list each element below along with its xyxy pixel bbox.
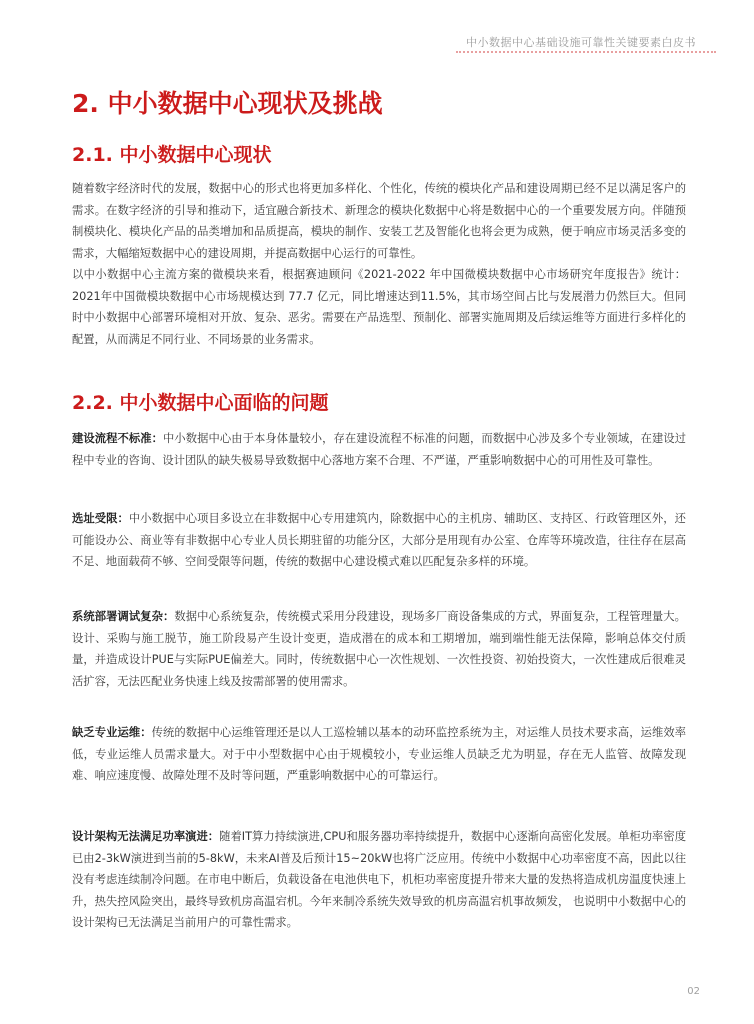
issue-lead: 建设流程不标准： [72, 432, 163, 445]
header-title: 中小数据中心基础设施可靠性关键要素白皮书 [466, 36, 696, 49]
section-title: 2. 中小数据中心现状及挑战 [72, 89, 383, 118]
subsection-title-status: 2.1. 中小数据中心现状 [72, 144, 272, 166]
header-rule [456, 51, 716, 53]
page-number: 02 [687, 986, 700, 997]
issue-text: 随着IT算力持续演进,CPU和服务器功率持续提升，数据中心逐渐向高密化发展。单柜功率密度已由2-3kW演进到当前的5-8kW，未来AI普及后预计15~20kW也将广泛应用。传统中小数据中心功率密度不高，因此以往没有考虑连续制冷问题。在市电中断后，负载设备在电池供电下，机柜功率密度提升带来大量的发热将造成机房温度快速上升，热失控风险突出，最终导致机房高温宕机。今年来制冷系统失效导致的机房高温宕机事故频发， 也说明中小数据中心的设计架构已无法满足当前用户的可靠性需求。 [72, 830, 686, 929]
issue-lead: 选址受限： [72, 512, 129, 525]
issue-paragraph [72, 826, 686, 934]
issue-paragraph [72, 508, 686, 573]
issue-paragraph [72, 606, 686, 692]
issue-text: 传统的数据中心运维管理还是以人工巡检辅以基本的动环监控系统为主，对运维人员技术要求高，运维效率低，专业运维人员需求量大。对于中小型数据中心由于规模较小，专业运维人员缺乏尤为明显，存在无人监管、故障发现难、响应速度慢、故障处理不及时等问题，严重影响数据中心的可靠运行。 [72, 726, 686, 782]
issue-lead: 系统部署调试复杂： [72, 610, 175, 623]
subsection-title-issues: 2.2. 中小数据中心面临的问题 [72, 392, 329, 414]
issue-text: 数据中心系统复杂，传统模式采用分段建设，现场多厂商设备集成的方式，界面复杂，工程管理量大。设计、采购与施工脱节，施工阶段易产生设计变更，造成潜在的成本和工期增加，端到端性能无法保障，影响总体交付质量，并造成设计PUE与实际PUE偏差大。同时，传统数据中心一次性规划、一次性投资、初始投资大，一次性建成后很难灵活扩容，无法匹配业务快速上线及按需部署的使用需求。 [72, 610, 686, 688]
status-paragraph: 以中小数据中心主流方案的微模块来看，根据赛迪顾问《2021-2022 年中国微模块数据中心市场研究年度报告》统计：2021年中国微模块数据中心市场规模达到 77.7 亿元，同比增速达到11.5%，其市场空间占比与发展潜力仍然巨大。但同时中小数据中心部署环境相对开放、复杂、恶劣。需要在产品选型、预制化、部署实施周期及后续运维等方面进行多样化的配置，从而满足不同行业、不同场景的业务需求。 [72, 268, 686, 346]
issue-text: 中小数据中心由于本身体量较小，存在建设流程不标准的问题，而数据中心涉及多个专业领域，在建设过程中专业的咨询、设计团队的缺失极易导致数据中心落地方案不合理、不严谨，严重影响数据中心的可用性及可靠性。 [72, 432, 686, 467]
status-paragraph: 随着数字经济时代的发展，数据中心的形式也将更加多样化、个性化，传统的模块化产品和建设周期已经不足以满足客户的需求。在数字经济的引导和推动下，适宜融合新技术、新理念的模块化数据中心将是数据中心的一个重要发展方向。伴随预制模块化、模块化产品的品类增加和品质提高，模块的制作、安装工艺及智能化也将会更为成熟，便于响应市场灵活多变的需求，大幅缩短数据中心的建设周期，并提高数据中心运行的可靠性。 [72, 182, 686, 260]
issue-text: 中小数据中心项目多设立在非数据中心专用建筑内，除数据中心的主机房、辅助区、支持区、行政管理区外，还可能设办公、商业等有非数据中心专业人员长期驻留的功能分区，大部分是用现有办公室、仓库等环境改造，往往存在层高不足、地面载荷不够、空间受限等问题，传统的数据中心建设模式难以匹配复杂多样的环境。 [72, 512, 686, 568]
issue-paragraph [72, 722, 686, 787]
issue-paragraph [72, 428, 686, 471]
issue-lead: 缺乏专业运维： [72, 726, 152, 739]
issue-lead: 设计架构无法满足功率演进： [72, 830, 220, 843]
